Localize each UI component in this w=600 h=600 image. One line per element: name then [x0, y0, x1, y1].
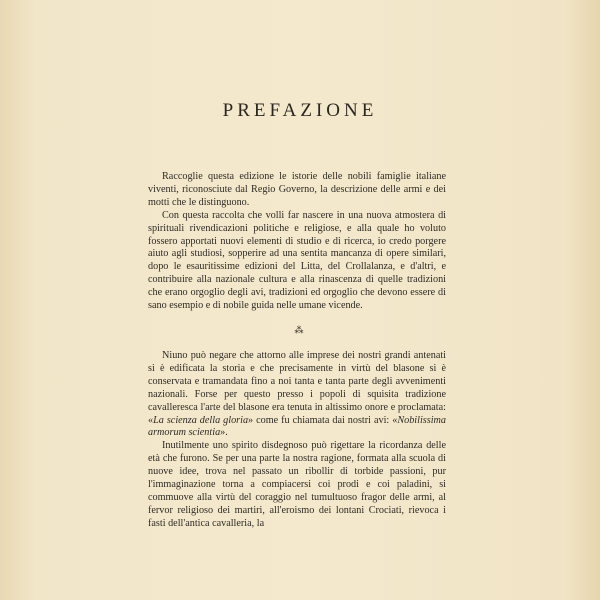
text-block-2 [148, 350, 446, 531]
paragraph-3 [148, 350, 446, 440]
paragraph-3-text-b: » come fu chiamata dai nostri avi: « [248, 414, 398, 426]
paragraph-3-text-a: Niuno può negare che attorno alle imprese dei nostri grandi antenati si è edificata la storia e che precisamente in virtù del blasone si è conservata e tramandata fino a noi tanta e tanta parte degli avvenimenti nazionali. Forse per questo presso i popoli di squisita tradizione cavalleresca l'arte del blasone era tenuta in altissimo onore e proclamata: « [148, 350, 446, 426]
paragraph-4: Inutilmente uno spirito disdegnoso può rigettare la ricordanza delle età che furono. Se per una parte la nostra ragione, formata alla scuola di nuove idee, trova nel passato un ribollir di torbide passioni, pur l'immaginazione torna a compiacersi coi prodi e coi paladini, si commuove alla virtù del coraggio nel tumultuoso fragor delle armi, al fervor religioso dei martiri, all'eroismo dei lontani Crociati, rievoca i fasti dell'antica cavalleria, la [148, 440, 446, 529]
paragraph-1: Raccoglie questa edizione le istorie delle nobili famiglie italiane viventi, riconosciute dal Regio Governo, la descrizione delle armi e dei motti che le distinguono. [148, 171, 446, 208]
paragraph-2: Con questa raccolta che volli far nascere in una nuova atmostera di spirituali rivendicazioni politiche e religiose, e alla quale ho voluto fossero apportati nuovi elementi di studio e di ricerca, io credo porgere aiuto agli studiosi, sopperire ad una sentita mancanza di opere similari, dopo le esauritissime edizioni del Litta, del Crollalanza, e d'altri, e contribuire alla nazionale cultura e alla rinascenza di quelle tradizioni che erano orgoglio degli avi, tradizioni ed orgoglio che devono essere di sano esempio e di nobile guida nelle umane vicende. [148, 209, 446, 312]
italic-quote-2: Nobilissima armorum scientia [148, 414, 446, 439]
italic-quote-1: La scienza della gloria [153, 414, 249, 426]
text-block-1 [148, 171, 446, 313]
page-title: PREFAZIONE [222, 100, 378, 121]
paragraph-3-text-c: ». [220, 427, 228, 439]
section-separator: ⁂ [294, 326, 306, 336]
